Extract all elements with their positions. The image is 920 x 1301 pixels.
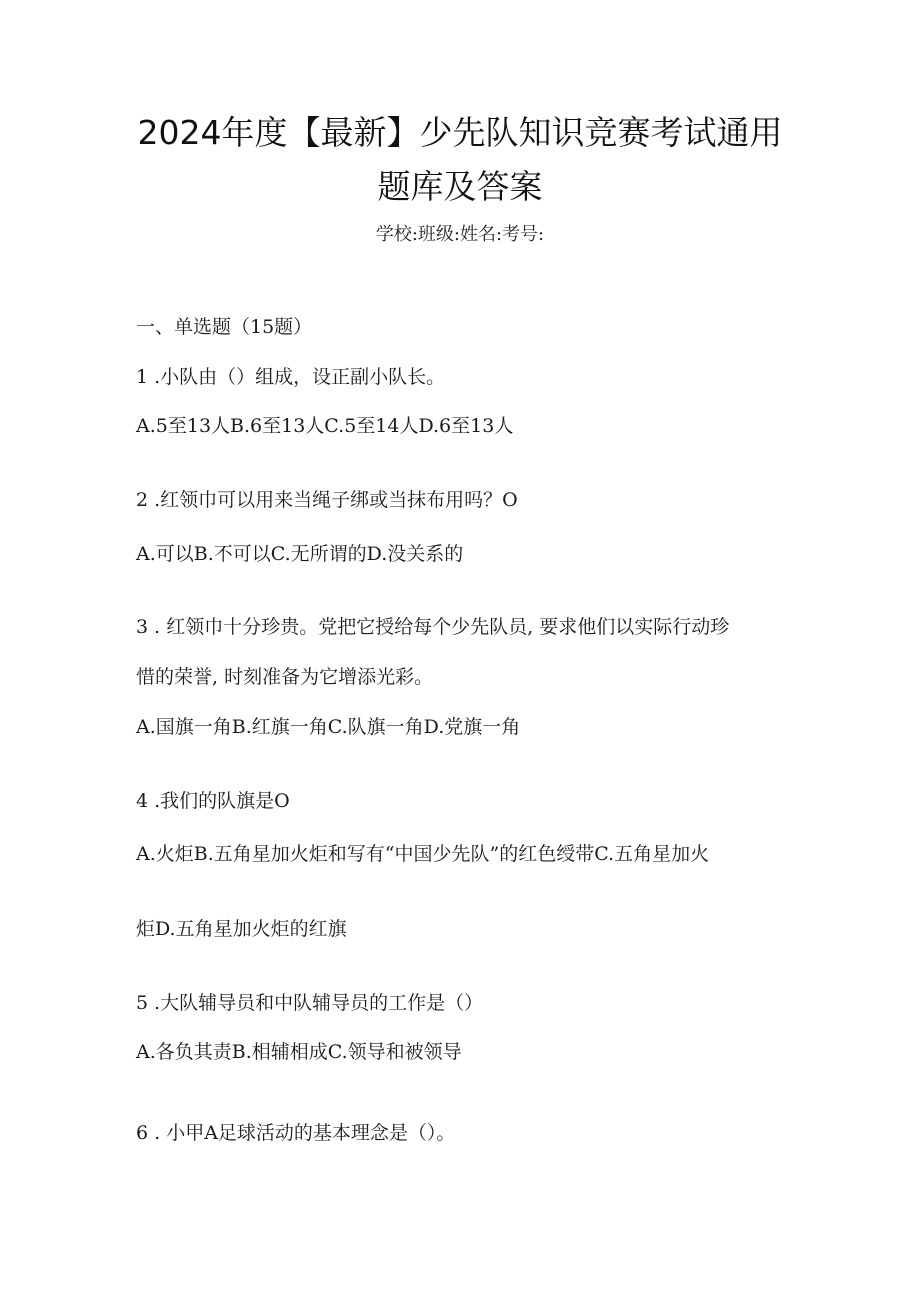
question-5-options: A.各负其责B.相辅相成C.领导和被领导 (136, 1041, 462, 1063)
question-1-options: A.5至13人B.6至13人C.5至14人D.6至13人 (136, 415, 514, 437)
document-title-line-1: 2024年度【最新】少先队知识竞赛考试通用 (137, 113, 783, 152)
document-title-line-2: 题库及答案 (377, 167, 543, 206)
question-3-line-1: 3 . 红领巾十分珍贵。党把它授给每个少先队员, 要求他们以实际行动珍 (136, 616, 730, 638)
section-heading: 一、单选题（15题） (136, 316, 313, 338)
question-2: 2 .红领巾可以用来当绳子绑或当抹布用吗？O (136, 489, 518, 511)
question-2-options: A.可以B.不可以C.无所谓的D.没关系的 (136, 543, 464, 565)
question-6: 6 . 小甲A足球活动的基本理念是（）。 (136, 1122, 456, 1144)
question-4-options-line-1: A.火炬B.五角星加火炬和写有“中国少先队”的红色绶带C.五角星加火 (136, 843, 710, 865)
question-5: 5 .大队辅导员和中队辅导员的工作是（） (136, 992, 484, 1014)
question-4-options-line-2: 炬D.五角星加火炬的红旗 (136, 918, 347, 940)
question-3-line-2: 惜的荣誉, 时刻准备为它增添光彩。 (136, 666, 434, 688)
question-3-options: A.国旗一角B.红旗一角C.队旗一角D.党旗一角 (136, 716, 521, 738)
question-1: 1 .小队由（）组成，设正副小队长。 (136, 366, 446, 388)
student-info-line: 学校:班级:姓名:考号: (375, 224, 545, 245)
question-4: 4 .我们的队旗是O (136, 790, 290, 812)
